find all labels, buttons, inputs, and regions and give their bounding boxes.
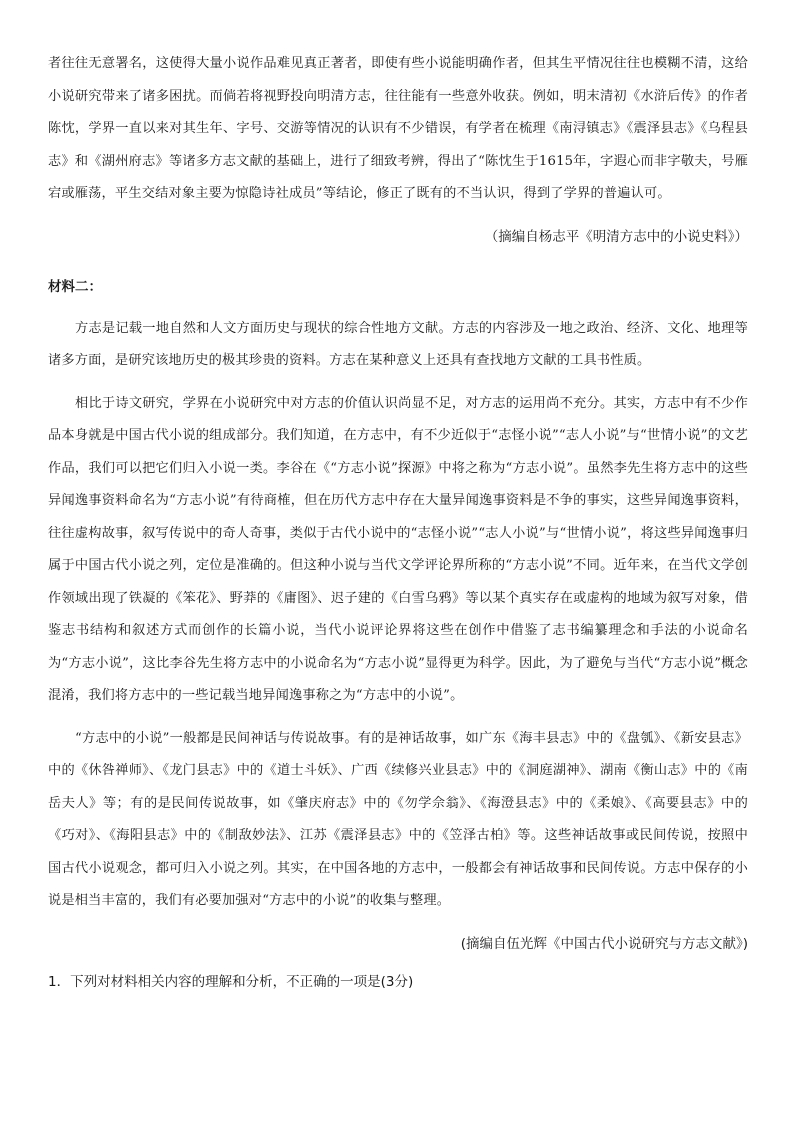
question-one-stem: 1．下列对材料相关内容的理解和分析，不正确的一项是(3分) <box>48 973 414 990</box>
material-two-paragraph-2: 相比于诗文研究，学界在小说研究中对方志的价值认识尚显不足，对方志的运用尚不充分。其实，方志中有不少作品本身就是中国古代小说的组成部分。我们知道，在方志中，有不少近似于“志怪小说”“志人小说”与“世情小说”的文艺作品，我们可以把它们归入小说一类。李谷在《“方志小说”探源》中将之称为“方志小说”。虽然李先生将方志中的这些异闻逸事资料命名为“方志小说”有待商榷，但在历代方志中存在大量异闻逸事资料是不争的事实，这些异闻逸事资料，往往虚构故事，叙写传说中的奇人奇事，类似于古代小说中的“志怪小说”“志人小说”与“世情小说”，将这些异闻逸事归属于中国古代小说之列，定位是准确的。但这种小说与当代文学评论界所称的“方志小说”不同。近年来，在当代文学创作领域出现了铁凝的《笨花》、野莽的《庸图》、迟子建的《白雪乌鸦》等以某个真实存在或虚构的地域为叙写对象，借鉴志书结构和叙述方式而创作的长篇小说，当代小说评论界将这些在创作中借鉴了志书编纂理念和手法的小说命名为“方志小说”，这比李谷先生将方志中的小说命名为“方志小说”显得更为科学。因此，为了避免与当代“方志小说”概念混淆，我们将方志中的一些记载当地异闻逸事称之为“方志中的小说”。 <box>48 395 748 703</box>
material-two-paragraph-3: “方志中的小说”一般都是民间神话与传说故事。有的是神话故事，如广东《海丰县志》中的《盘瓠》、《新安县志》中的《休咎禅师》、《龙门县志》中的《道士斗妖》、广西《续修兴业县志》中的《洞庭湖神》、湖南《衡山志》中的《南岳夫人》等；有的是民间传说故事，如《肇庆府志》中的《勿学佘翁》、《海澄县志》中的《柔娘》、《高要县志》中的《巧对》、《海阳县志》中的《制敌妙法》、江苏《震泽县志》中的《笠泽古柏》等。这些神话故事或民间传说，按照中国古代小说观念，都可归入小说之列。其实，在中国各地的方志中，一般都会有神话故事和民间传说。方志中保存的小说是相当丰富的，我们有必要加强对“方志中的小说”的收集与整理。 <box>48 730 748 908</box>
material-two-heading: 材料二： <box>48 278 102 295</box>
material-one-source: （摘编自杨志平《明清方志中的小说史料》） <box>484 228 748 245</box>
document-page <box>48 48 748 994</box>
material-two-source: (摘编自伍光辉《中国古代小说研究与方志文献》) <box>460 935 748 952</box>
material-two-paragraph-1: 方志是记载一地自然和人文方面历史与现状的综合性地方文献。方志的内容涉及一地之政治、经济、文化、地理等诸多方面，是研究该地历史的极其珍贵的资料。方志在某种意义上还具有查找地方文献的工具书性质。 <box>48 320 748 368</box>
material-one-tail-paragraph: 者往往无意署名，这使得大量小说作品难见真正著者，即使有些小说能明确作者，但其生平情况往往也模糊不清，这给小说研究带来了诸多困扰。而倘若将视野投向明清方志，往往能有一些意外收获。例如，明末清初《水浒后传》的作者陈忱，学界一直以来对其生年、字号、交游等情况的认识有不少错误，有学者在梳理《南浔镇志》《震泽县志》《乌程县志》和《湖州府志》等诸多方志文献的基础上，进行了细致考辨，得出了“陈忱生于1615年，字遐心而非字敬夫，号雁宕或雁荡，平生交结对象主要为惊隐诗社成员”等结论，修正了既有的不当认识，得到了学界的普遍认可。 <box>48 56 748 201</box>
